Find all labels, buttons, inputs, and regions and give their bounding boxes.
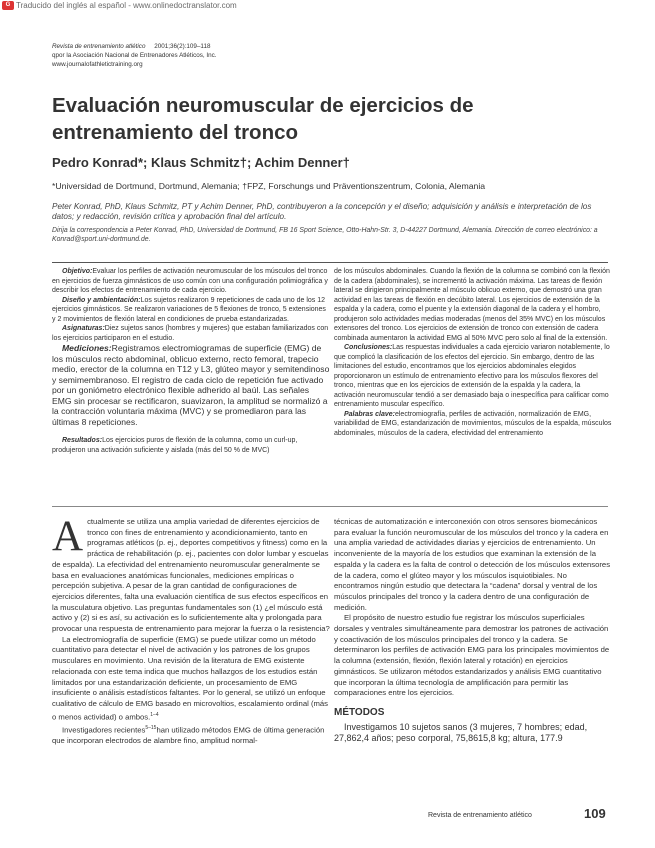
- body-left-column: [52, 513, 330, 747]
- intro-paragraph-1: [52, 513, 330, 635]
- abstract-conclusions: [334, 343, 612, 410]
- conclusions-label: Conclusiones:: [344, 344, 393, 351]
- intro-paragraph-2: [52, 635, 330, 723]
- conclusions-text: Las respuestas individuales a cada ejercicio variaron notablemente, lo que complicó la clasificación de los efectos del ejercicio. Sin embargo, dentro de las limitaciones del estudio, encontramos que los ejercicios abdominales elegidos proporcionaron un estímulo de entrenamiento efectivo para los músculos flexores del tronco, mientras que en los ejercicios de extensión de la espalda y la cadera, la activación neuromuscular tendió a ser demasiado baja o inespecífica para calificar como entrenamiento muscular específico.: [334, 344, 610, 408]
- methods-heading: MÉTODOS: [334, 706, 385, 718]
- design-label: Diseño y ambientación:: [62, 296, 141, 304]
- body-right-column: [334, 517, 612, 745]
- abstract-objective: [52, 267, 330, 296]
- journal-copyright: qpor la Asociación Nacional de Entrenadores Atléticos, Inc.: [52, 52, 217, 59]
- intro-p3-rest: han utilizado métodos EMG de última generación que incorporan electrodos de alambre fino, amplitud normal-: [52, 725, 325, 746]
- subjects-text: Diez sujetos sanos (hombres y mujeres) que estaban familiarizados con los ejercicios participaron en el estudio.: [52, 325, 329, 342]
- abstract-divider: [52, 506, 608, 507]
- translator-banner[interactable]: [2, 1, 237, 10]
- translator-logo-icon: G: [2, 1, 14, 10]
- author-contributions: Peter Konrad, PhD, Klaus Schmitz, PT y Achim Denner, PhD, contribuyeron a la concepción y el diseño; adquisición y análisis e interpretación de los datos; y redacción, revisión crítica y aprobación final del artículo.: [52, 202, 592, 221]
- right-paragraph-1: técnicas de automatización e interconexión con otros sensores biomecánicos para evaluar la función neuromuscular de los músculos del tronco y la cadera en una amplia variedad de actividades diarias y ejercicios de entrenamiento. Un inconveniente de la mayoría de los estudios que examinan la extensión de la espalda y la cadera es la falta de control o detección de los músculos extensores de la cadera, como el glúteo mayor y los músculos isquiotibiales. No encontramos ningún estudio que detectara la “cadena” dorsal y ventral de los músculos principales del tronco y la cadera dentro de una configuración de medición.: [334, 517, 611, 612]
- journal-info: [52, 42, 372, 69]
- journal-name: Revista de entrenamiento atlético: [52, 43, 146, 50]
- page-number: 109: [584, 806, 606, 821]
- subjects-label: Asignaturas:: [62, 325, 105, 332]
- design-text: Los sujetos realizaron 9 repeticiones de cada uno de los 12 ejercicios gimnásticos. Se realizaron variaciones de 5 flexiones de tronco, 5 extensiones y 2 movimientos de flexión lateral en condiciones de prueba estandarizadas.: [52, 296, 326, 323]
- banner-text: Traducido del inglés al español - www.onlinedoctranslator.com: [16, 1, 237, 10]
- measurements-label: Mediciones:: [62, 343, 112, 353]
- intro-p3-text: Investigadores recientes: [62, 725, 146, 735]
- keywords-label: Palabras clave:: [344, 410, 395, 418]
- results-label: Resultados:: [62, 437, 103, 444]
- intro-p1-text: ctualmente se utiliza una amplia variedad de diferentes ejercicios de tronco con fines de entrenamiento y acondicionamiento, tanto en programas atléticos (p. ej., deportes competitivos y fitness) como en la práctica de rehabilitación (p. ej., pacientes con dolor lumbar y escuelas de espalda). La efectividad del entrenamiento neuromuscular generalmente se basa en evaluaciones anatómicas funcionales, mediciones empíricas o percepción subjetiva. A pesar de la gran cantidad de configuraciones de ejercicios diferentes, falta una evaluación científica de sus efectos específicos en la musculatura objetivo. Las preguntas fundamentales son (1) ¿el músculo está activo y (2) si es así, su activación es lo suficientemente alta y prolongada para provocar una respuesta de entrenamiento para mejorar la fuerza o la resistencia?: [52, 517, 330, 634]
- abstract-design: [52, 296, 330, 325]
- abstract-subjects: [52, 324, 330, 343]
- drop-cap: A: [52, 513, 84, 560]
- objective-text: Evaluar los perfiles de activación neuromuscular de los músculos del tronco en ejercicios de fuerza gimnásticos de uso común con una configuración polimiográfica y describir los efectos de entrenamiento de cada ejercicio.: [52, 268, 328, 294]
- header-divider: [52, 262, 608, 263]
- intro-p2-text: La electromiografía de superficie (EMG) se puede utilizar como un método cuantitativo para detectar el nivel de activación y los patrones de los grupos musculares en movimiento. Una revisión de la literatura de EMG existente relacionada con este tema indica que muchos hallazgos de los estudios están limitados por una estandarización deficiente, un procesamiento de EMG insuficiente o análisis estadísticos faltantes. Por lo general, se utilizó un enfoque cualitativo de cálculo de EMG basado en microvoltios, escalamiento ordinal (más o menos actividad) o ambos.: [52, 634, 329, 722]
- author-affiliation: *Universidad de Dortmund, Dortmund, Alemania; †FPZ, Forschungs und Präventionszentrum, Colonia, Alemania: [52, 181, 486, 191]
- journal-url[interactable]: www.journalofathletictraining.org: [52, 61, 143, 68]
- measurements-text: Registramos electromiogramas de superficie (EMG) de los músculos recto abdominal, oblicuo externo, recto femoral, trapecio medio, erector de la columna en T12 y L3, glúteo mayor y semitendinoso y semimembranoso. El registro de cada ciclo de repetición fue activado por un goniómetro electrónico flexible adherido al baúl. Las señales EMG sin procesar se rectificaron, suavizaron, la amplitud se normalizó a la contracción voluntaria máxima (MVC) y se promediaron para las últimas 8 repeticiones.: [52, 343, 330, 427]
- abstract-keywords: [334, 410, 612, 439]
- abstract-measurements: [52, 343, 330, 427]
- ref-1-4[interactable]: 1–4: [150, 711, 159, 718]
- ref-5-15[interactable]: 5–15: [145, 724, 157, 731]
- right-paragraph-2: El propósito de nuestro estudio fue registrar los músculos superficiales dorsales y ventrales simultáneamente para demostrar los patrones de activación y coactivación de los músculos principales del tronco y la cadera. Se determinaron los perfiles de activación EMG para los principales movimientos de la columna (extensión, flexión, flexión lateral y rotación) en ejercicios gimnásticos. Se utilizaron métodos estandarizados y análisis EMG cuantitativo que incorporan la última tecnología de amplificación para permitir las comparaciones entre los ejercicios.: [334, 613, 610, 698]
- journal-citation: 2001;36(2):109–118: [154, 43, 211, 50]
- results-text: Los ejercicios puros de flexión de la columna, como un curl-up, produjeron una activación suficiente y aislada (más del 50 % de MVC): [52, 437, 298, 454]
- abstract-results: [52, 436, 330, 455]
- results-continued: de los músculos abdominales. Cuando la flexión de la columna se combinó con la flexión de la cadera (abdominales), se incrementó la activación máxima. Las tareas de flexión lateral se dirigieron principalmente al músculo oblicuo externo, que demostró una gran actividad en las tareas de flexión en decúbito lateral. Los ejercicios de extensión de la espalda y la cadera, como el puente y la extensión diagonal de la cadera y el hombro, produjeron solo actividades medias moderadas (menos del 35% MVC) en los músculos extensores del tronco. Los ejercicios de extensión de tronco con extensión de cadera combinada aumentaron la actividad EMG al 50% MVC pero solo al final de la extensión.: [334, 268, 610, 342]
- objective-label: Objetivo:: [62, 268, 93, 275]
- article-authors: Pedro Konrad*; Klaus Schmitz†; Achim Denner†: [52, 155, 350, 170]
- article-title: Evaluación neuromuscular de ejercicios de entrenamiento del tronco: [52, 94, 474, 144]
- footer-journal: Revista de entrenamiento atlético: [428, 812, 532, 819]
- abstract-right-column: [334, 267, 612, 438]
- abstract-left-column: [52, 267, 330, 455]
- keywords-text: electromiografía, perfiles de activación, normalización de EMG, variabilidad de EMG, estandarización de movimientos, músculos de la espalda, músculos abdominales, músculos de la cadera, efectividad del entrenamiento: [334, 410, 612, 437]
- correspondence-note: Dirija la correspondencia a Peter Konrad, PhD, Universidad de Dortmund, FB 16 Sport Science, Otto-Hahn-Str. 3, D-44227 Dortmund, Alemania. Dirección de correo electrónico: a Konrad@sport.uni-dortmund.de.: [52, 227, 598, 244]
- intro-paragraph-3: [52, 723, 330, 747]
- methods-paragraph: Investigamos 10 sujetos sanos (3 mujeres, 7 hombres; edad, 27,862,4 años; peso corporal, 75,8615,8 kg; altura, 177.9: [334, 721, 588, 744]
